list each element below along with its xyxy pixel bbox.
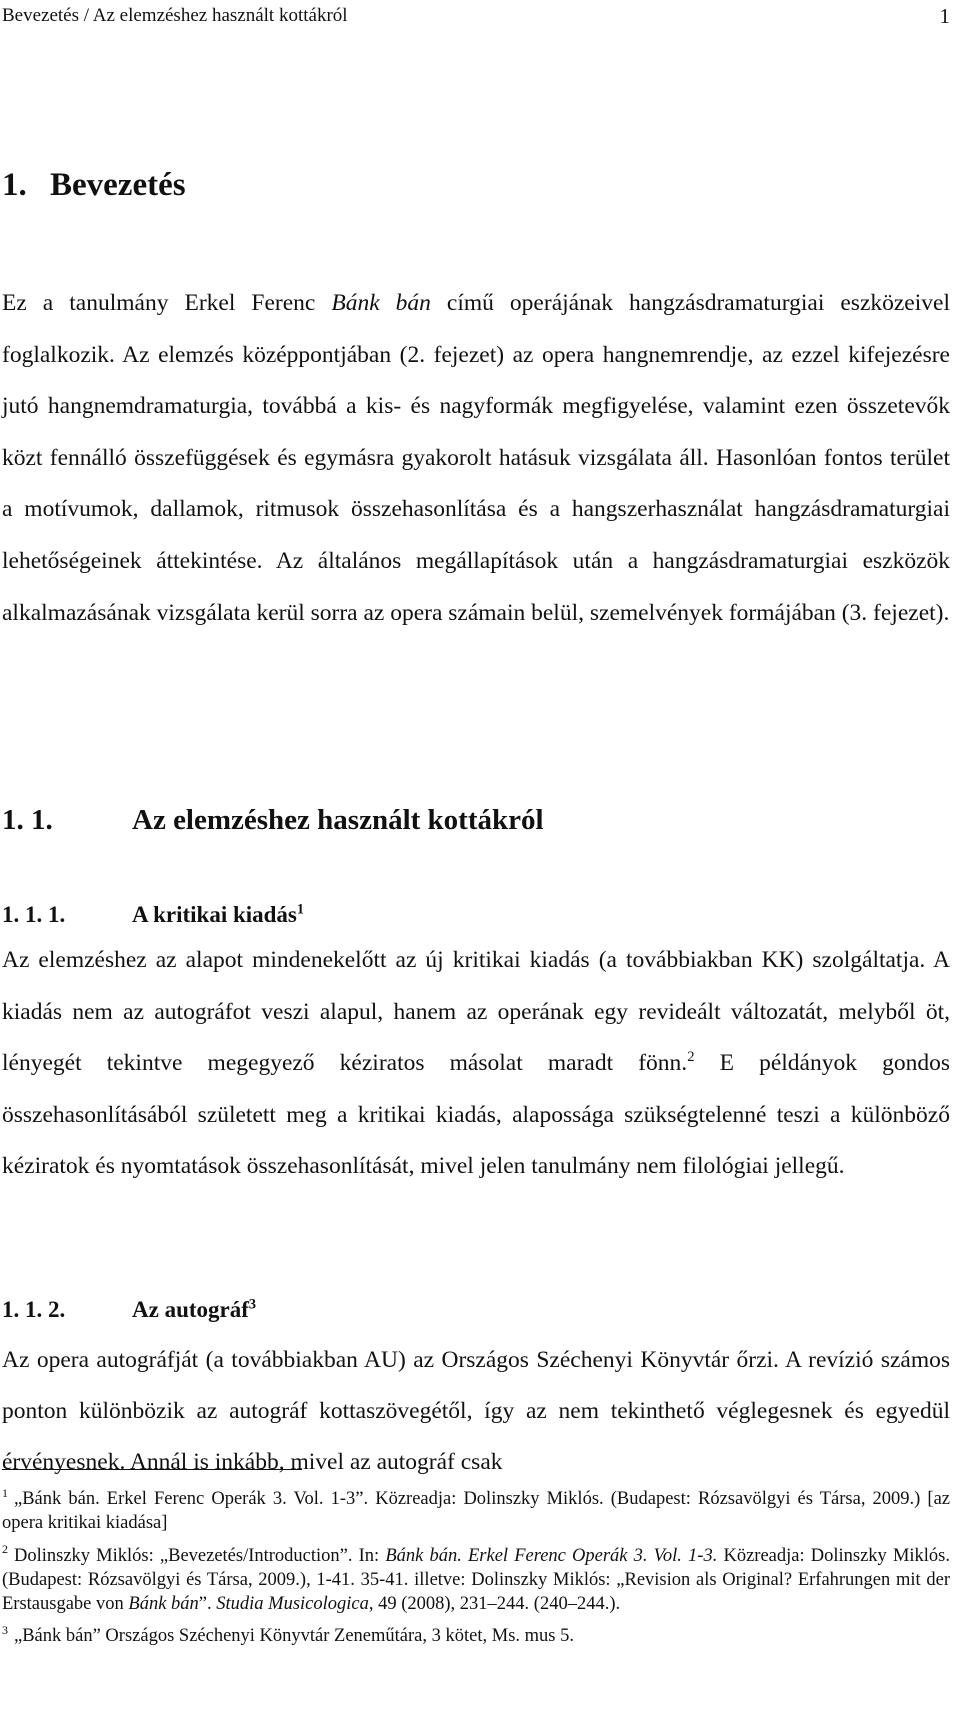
footnote-text: , 49 (2008), 231–244. (240–244.). [368, 1594, 621, 1615]
footnote-1 [2, 1487, 950, 1536]
footnote-separator [2, 1469, 302, 1470]
italic-title: Bánk bán. Erkel Ferenc Operák 3. Vol. 1-3. [385, 1545, 718, 1566]
footnote-3 [2, 1624, 950, 1648]
text-run: E példányok gondos összehasonlításából született meg a kritikai kiadás, alapossága szükségtelenné teszi a különböző kéziratok és nyomtatások összehasonlítását, mivel jelen tanulmány nem filológiai jellegű. [2, 1050, 950, 1180]
chapter-title: Bevezetés [50, 167, 186, 203]
footnote-ref[interactable]: 2 [687, 1049, 695, 1066]
section-number: 1. 1. [2, 804, 53, 836]
autograph-paragraph: Az opera autográfját (a továbbiakban AU) az Országos Széchenyi Könyvtár őrzi. A revízió számos ponton különbözik az autográf kottaszövegétől, így az nem tekinthető véglegesnek és egyedül érvényesnek. Annál is inkább, mivel az autográf csak [2, 1347, 950, 1475]
subsection-number: 1. 1. 1. [2, 902, 66, 927]
chapter-heading [2, 165, 186, 205]
text-run: Az elemzéshez az alapot mindenekelőtt az új kritikai kiadás (a továbbiakban KK) szolgáltatja. A kiadás nem az autográfot veszi alapul, hanem az operának egy revideált változatát, melyből öt, lényegét tekintve megegyező kéziratos másolat maradt fönn. [2, 947, 950, 1077]
subsection-heading-critical-edition [2, 900, 304, 930]
page-number: 1 [939, 4, 950, 28]
subsection-number: 1. 1. 2. [2, 1297, 66, 1322]
running-title: Bevezetés / Az elemzéshez használt kottákról [2, 5, 348, 26]
footnote-ref[interactable]: 1 [296, 901, 305, 918]
running-header [2, 4, 950, 28]
intro-paragraph [2, 278, 950, 639]
subsection-title: A kritikai kiadás [132, 902, 297, 927]
footnote-text: „Bánk bán. Erkel Ferenc Operák 3. Vol. 1-3”. Közreadja: Dolinszky Miklós. (Budapest: Rózsavölgyi és Társa, 2009.) [az opera kritikai kiadása] [2, 1489, 950, 1534]
section-title: Az elemzéshez használt kottákról [132, 804, 544, 836]
critical-edition-paragraph [2, 935, 950, 1193]
chapter-number: 1. [2, 167, 27, 203]
italic-title: Studia Musicologica [216, 1594, 369, 1615]
footnote-text: Közreadja: Dolinszky Miklós. (Budapest: Rózsavölgyi és Társa, 2009.), 1-41. 35-41. illetve: Dolinszky Miklós: „Revision als Original? Erfahrungen mit der Erstausgabe von [2, 1545, 950, 1615]
footnote-text: ”. [198, 1594, 217, 1615]
subsection-title: Az autográf [132, 1297, 249, 1322]
subsection-heading-autograph [2, 1295, 256, 1325]
text-run: című operájának hangzásdramaturgiai eszközeivel foglalkozik. Az elemzés középpontjában (2. fejezet) az opera hangnemrendje, az ezzel kifejezésre jutó hangnemdramaturgia, továbbá a kis- és nagyformák megfigyelése, valamint ezen összetevők közt fennálló összefüggések és egymásra gyakorolt hatásuk vizsgálata áll. Hasonlóan fontos terület a motívumok, dallamok, ritmusok összehasonlítása és a hangszerhasználat hangzásdramaturgiai lehetőségeinek áttekintése. Az általános megállapítások után a hangzásdramaturgiai eszközök alkalmazásának vizsgálata kerül sorra az opera számain belül, szemelvények formájában (3. fejezet). [2, 290, 950, 626]
text-run: Ez a tanulmány Erkel Ferenc [2, 290, 332, 316]
footnote-mark: 3 [2, 1623, 8, 1638]
section-heading [2, 802, 544, 838]
italic-title: Bánk bán [128, 1594, 199, 1615]
footnote-ref[interactable]: 3 [248, 1296, 257, 1313]
footnote-mark: 2 [2, 1542, 8, 1557]
italic-title: Bánk bán [331, 290, 431, 316]
footnote-text: Dolinszky Miklós: „Bevezetés/Introduction”. In: [14, 1545, 386, 1566]
footnote-mark: 1 [2, 1485, 8, 1500]
footnotes [2, 1487, 950, 1657]
footnote-text: „Bánk bán” Országos Széchenyi Könyvtár Zeneműtára, 3 kötet, Ms. mus 5. [14, 1626, 574, 1647]
footnote-2 [2, 1544, 950, 1617]
